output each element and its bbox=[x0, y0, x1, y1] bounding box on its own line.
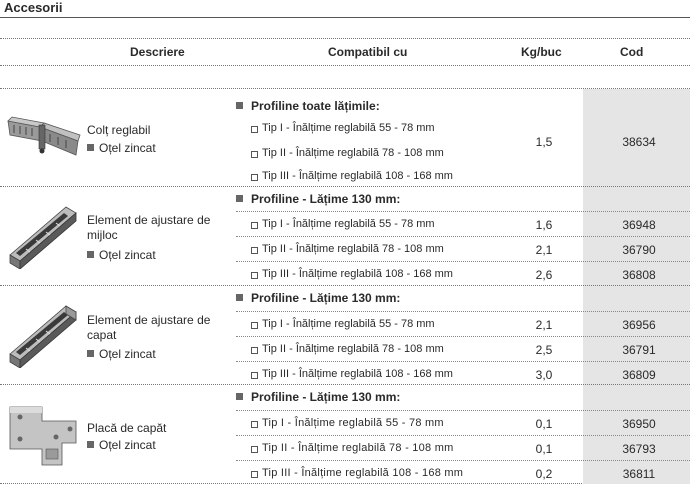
table-header bbox=[0, 38, 690, 66]
compat-heading: Profiline toate lățimile: bbox=[236, 99, 380, 113]
empty-checkbox-icon bbox=[251, 471, 258, 478]
compat-text: Tip I - Înălțime reglabilă 55 - 78 mm bbox=[262, 318, 435, 330]
kg-value: 2,5 bbox=[535, 343, 553, 357]
middle-adjustment-element-image bbox=[6, 197, 82, 269]
filled-square-icon bbox=[236, 294, 243, 301]
compat-text: Tip I - Înălțime reglabilă 55 - 78 mm bbox=[262, 218, 435, 230]
filled-square-icon bbox=[236, 102, 243, 109]
cod-value: 36950 bbox=[622, 417, 656, 431]
cod-value: 38634 bbox=[622, 135, 656, 149]
kg-value: 0,1 bbox=[535, 442, 553, 456]
product-name: Placă de capăt bbox=[87, 421, 167, 435]
end-adjustment-element-image bbox=[6, 296, 82, 368]
compat-text: Tip II - Înălțime reglabilă 78 - 108 mm bbox=[262, 343, 444, 355]
product-name: Element de ajustare de mijloc bbox=[87, 213, 211, 242]
kg-value: 2,1 bbox=[535, 243, 553, 257]
cod-value: 36948 bbox=[622, 218, 656, 232]
empty-checkbox-icon bbox=[251, 372, 258, 379]
compat-text: Tip III - Înălțime reglabilă 108 - 168 mm bbox=[262, 368, 453, 380]
cod-value: 36956 bbox=[622, 318, 656, 332]
cod-value: 36811 bbox=[622, 467, 656, 481]
compat-text: Tip II - Înălțime reglabilă 78 - 108 mm bbox=[262, 243, 444, 255]
header-kg: Kg/buc bbox=[521, 45, 562, 59]
table-row bbox=[236, 261, 690, 286]
cod-value: 36790 bbox=[622, 243, 656, 257]
end-plate-image bbox=[6, 403, 82, 469]
compat-text: Tip II - Înălțime reglabilă 78 - 108 mm bbox=[262, 147, 444, 159]
cod-value: 36791 bbox=[622, 343, 656, 357]
empty-checkbox-icon bbox=[251, 322, 258, 329]
product-group-ajustare-capat bbox=[0, 285, 690, 384]
compat-heading: Profiline - Lățime 130 mm: bbox=[236, 291, 400, 305]
product-material: Oțel zincat bbox=[87, 141, 156, 156]
product-material: Oțel zincat bbox=[87, 347, 156, 362]
kg-value: 2,1 bbox=[535, 318, 553, 332]
table-row bbox=[236, 361, 690, 386]
compat-text: Tip I - Înălțime reglabilă 55 - 78 mm bbox=[262, 417, 444, 429]
kg-value: 0,2 bbox=[535, 467, 553, 481]
table-row bbox=[236, 435, 690, 460]
header-descriere: Descriere bbox=[130, 45, 185, 59]
filled-square-icon bbox=[236, 393, 243, 400]
cod-value: 36808 bbox=[622, 268, 656, 282]
empty-checkbox-icon bbox=[251, 272, 258, 279]
empty-checkbox-icon bbox=[251, 421, 258, 428]
product-group-ajustare-mijloc bbox=[0, 186, 690, 285]
empty-checkbox-icon bbox=[251, 174, 258, 181]
empty-checkbox-icon bbox=[251, 446, 258, 453]
header-compatibil: Compatibil cu bbox=[328, 45, 408, 59]
table-row bbox=[236, 460, 690, 485]
title-rule bbox=[0, 17, 690, 18]
kg-value: 1,5 bbox=[535, 135, 553, 149]
kg-value: 2,6 bbox=[535, 268, 553, 282]
product-name: Colț reglabil bbox=[87, 123, 151, 137]
compat-text: Tip I - Înălțime reglabilă 55 - 78 mm bbox=[262, 122, 435, 134]
compat-text: Tip III - Înălțime reglabilă 108 - 168 mm bbox=[262, 467, 464, 479]
compat-text: Tip III - Înălțime reglabilă 108 - 168 mm bbox=[262, 170, 453, 182]
product-material: Oțel zincat bbox=[87, 438, 156, 453]
product-group-placa-capat bbox=[0, 384, 690, 484]
filled-square-icon bbox=[87, 441, 94, 448]
empty-checkbox-icon bbox=[251, 347, 258, 354]
product-material: Oțel zincat bbox=[87, 248, 156, 263]
cod-value: 36793 bbox=[622, 442, 656, 456]
table-row bbox=[236, 336, 690, 361]
product-group-colt-reglabil bbox=[0, 88, 690, 186]
compat-heading: Profiline - Lățime 130 mm: bbox=[236, 390, 400, 404]
section-title: Accesorii bbox=[4, 0, 63, 15]
table-row bbox=[236, 410, 690, 435]
filled-square-icon bbox=[87, 144, 94, 151]
empty-checkbox-icon bbox=[251, 247, 258, 254]
product-name: Element de ajustare de capat bbox=[87, 313, 211, 342]
kg-value: 1,6 bbox=[535, 218, 553, 232]
compat-text: Tip III - Înălțime reglabilă 108 - 168 mm bbox=[262, 268, 453, 280]
table-row bbox=[236, 311, 690, 336]
filled-square-icon bbox=[236, 195, 243, 202]
header-cod: Cod bbox=[620, 45, 644, 59]
compat-heading: Profiline - Lățime 130 mm: bbox=[236, 192, 400, 206]
table-row bbox=[236, 141, 690, 166]
kg-value: 0,1 bbox=[535, 417, 553, 431]
kg-value: 3,0 bbox=[535, 368, 553, 382]
filled-square-icon bbox=[87, 350, 94, 357]
table-row bbox=[236, 236, 690, 261]
adjustable-corner-image bbox=[6, 107, 82, 157]
table-row bbox=[236, 211, 690, 236]
compat-text: Tip II - Înălțime reglabilă 78 - 108 mm bbox=[262, 442, 454, 454]
filled-square-icon bbox=[87, 251, 94, 258]
empty-checkbox-icon bbox=[251, 222, 258, 229]
cod-value: 36809 bbox=[622, 368, 656, 382]
empty-checkbox-icon bbox=[251, 151, 258, 158]
